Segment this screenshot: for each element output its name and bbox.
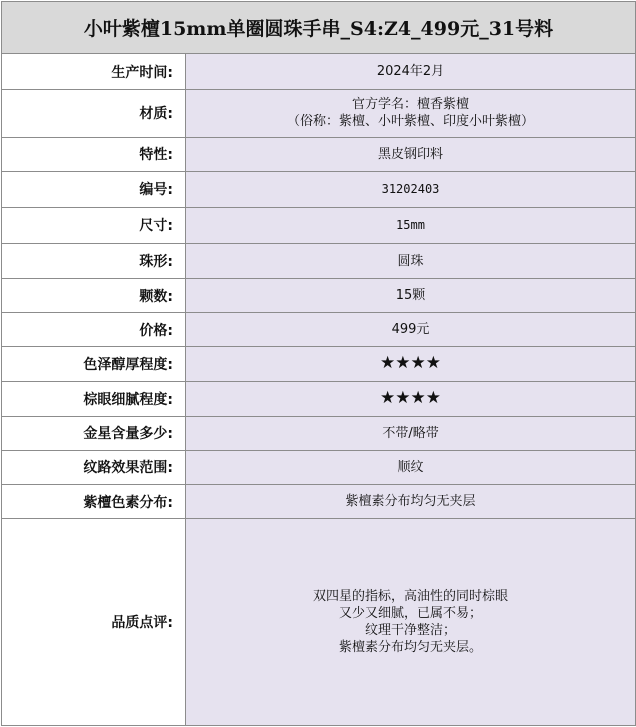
field-label: 特性: xyxy=(2,137,186,171)
field-label: 珠形: xyxy=(2,243,186,278)
page-title: 小叶紫檀15mm单圈圆珠手串_S4:Z4_499元_31号料 xyxy=(2,2,636,54)
table-row xyxy=(2,416,636,450)
field-label: 色泽醇厚程度: xyxy=(2,347,186,381)
field-value: 15mm xyxy=(186,207,636,243)
field-label: 尺寸: xyxy=(2,207,186,243)
table-row xyxy=(2,243,636,278)
table-row xyxy=(2,484,636,518)
rating-value xyxy=(186,347,636,381)
field-value: 圆珠 xyxy=(186,243,636,278)
field-label: 品质点评: xyxy=(2,519,186,726)
value-line: 官方学名：檀香紫檀 xyxy=(352,97,470,113)
rating-value xyxy=(186,381,636,416)
field-value: 499元 xyxy=(186,313,636,347)
field-value: 黑皮钢印料 xyxy=(186,137,636,171)
table-row xyxy=(2,450,636,484)
table-row xyxy=(2,137,636,171)
field-label: 编号: xyxy=(2,171,186,207)
field-value xyxy=(186,90,636,137)
table-row xyxy=(2,54,636,90)
review-line: 紫檀素分布均匀无夹层。 xyxy=(339,640,483,656)
table-row xyxy=(2,171,636,207)
review-line: 纹理干净整洁； xyxy=(365,623,457,639)
table-row xyxy=(2,207,636,243)
review-line: 又少又细腻，已属不易； xyxy=(339,606,483,622)
field-label: 金星含量多少: xyxy=(2,416,186,450)
field-value: 2024年2月 xyxy=(186,54,636,90)
field-value: 15颗 xyxy=(186,279,636,313)
quality-review xyxy=(186,519,636,726)
table-row xyxy=(2,313,636,347)
table-row xyxy=(2,90,636,137)
field-label: 颗数: xyxy=(2,279,186,313)
star-rating-icon: ★★★★ xyxy=(380,387,441,408)
field-label: 紫檀色素分布: xyxy=(2,484,186,518)
review-line: 双四星的指标，高油性的同时棕眼 xyxy=(313,589,509,605)
field-label: 纹路效果范围: xyxy=(2,450,186,484)
field-value: 不带/略带 xyxy=(186,416,636,450)
star-rating-icon: ★★★★ xyxy=(380,352,441,373)
field-value: 31202403 xyxy=(186,171,636,207)
table-row xyxy=(2,519,636,726)
field-label: 价格: xyxy=(2,313,186,347)
table-row xyxy=(2,381,636,416)
table-row xyxy=(2,279,636,313)
title-row xyxy=(2,2,636,54)
product-spec-table xyxy=(1,1,636,726)
table-row xyxy=(2,347,636,381)
field-label: 材质: xyxy=(2,90,186,137)
field-value: 顺纹 xyxy=(186,450,636,484)
value-line: （俗称：紫檀、小叶紫檀、印度小叶紫檀） xyxy=(287,114,535,130)
field-value: 紫檀素分布均匀无夹层 xyxy=(186,484,636,518)
field-label: 生产时间: xyxy=(2,54,186,90)
field-label: 棕眼细腻程度: xyxy=(2,381,186,416)
